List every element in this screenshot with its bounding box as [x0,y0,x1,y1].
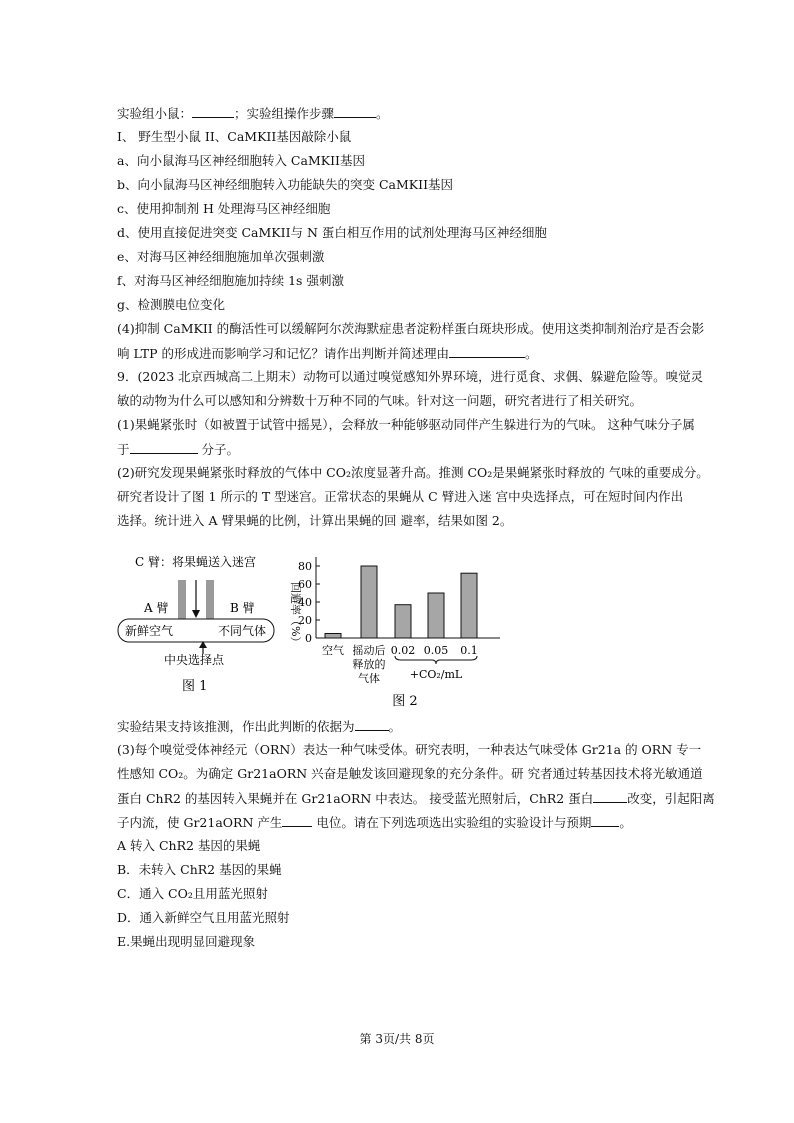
x-tick-label: 0.05 [423,644,449,657]
c-arm-label: C 臂：将果蝇送入迷宫 [135,555,256,569]
bar [361,566,377,638]
b-arm-label: B 臂 [230,601,255,615]
choice-e: E.果蝇出现明显回避现象 [117,934,256,949]
center-point-label: 中央选择点 [164,653,225,667]
choice-c: C．通入 CO₂且用蓝光照射 [117,886,268,901]
y-tick-label: 60 [298,578,312,591]
c-arm-left-wall [178,580,186,619]
bar [428,593,444,638]
answer-blank[interactable] [282,815,312,827]
y-tick-label: 0 [305,632,312,645]
answer-blank[interactable] [591,815,619,827]
option-f: f、对海马区神经细胞施加持续 1s 强刺激 [117,273,344,288]
x-tick-label: 摇动后 [352,644,386,657]
question-4: (4)抑制 CaMKII 的酶活性可以缓解阿尔茨海默症患者淀粉样蛋白斑块形成。使用这类抑制剂治疗是否会影 [117,321,705,336]
sub-question-1: (1)果蝇紧张时（如被置于试管中摇晃），会释放一种能够驱动同伴产生躲进行为的气味。 这种气味分子属 [117,417,695,432]
option-d: d、使用直接促进突变 CaMKII与 N 蛋白相互作用的试剂处理海马区神经细胞 [117,225,547,240]
option-g: g、检测膜电位变化 [117,297,226,312]
figure-2-caption: 图 2 [392,694,418,709]
y-axis-label: 回避率（%） [289,582,302,648]
co2-bracket-label: +CO₂/mL [409,668,463,681]
fresh-air-label: 新鲜空气 [125,624,174,638]
answer-blank[interactable] [130,442,198,454]
answer-blank[interactable] [593,791,627,803]
result-line: 实验结果支持该推测，作出此判断的依据为 。 [117,719,402,734]
line-1: 实验组小鼠： ；实验组操作步骤 。 [117,106,389,121]
option-a: a、向小鼠海马区神经细胞转入 CaMKII基因 [117,153,365,168]
option-e: e、对海马区神经细胞施加单次强刺激 [117,249,325,264]
x-tick-label: 0.1 [460,644,478,657]
sub-question-3-cont3: 子内流，使 Gr21aORN 产生 电位。请在下列选项选出实验组的实验设计与预期 。 [117,815,632,830]
answer-blank[interactable] [449,346,525,358]
bar [325,634,341,639]
sub-question-2-cont: 研究者设计了图 1 所示的 T 型迷宫。正常状态的果蝇从 C 臂进入迷 宫中央选择点，可在短时间内作出 [117,489,684,504]
different-gas-label: 不同气体 [218,624,267,638]
page-footer: 第 3页/共 8页 [359,1032,435,1046]
x-tick-label: 空气 [322,644,344,657]
answer-blank[interactable] [355,719,389,731]
x-tick-label: 气体 [358,672,380,685]
a-arm-label: A 臂 [144,601,169,615]
option-c: c、使用抑制剂 H 处理海马区神经细胞 [117,201,331,216]
entry-arrow-head [192,610,200,618]
figure-2-bar-chart [278,544,510,712]
bar [395,605,411,638]
answer-blank[interactable] [192,106,234,118]
line-2: I、 野生型小鼠 II、CaMKII基因敲除小鼠 [117,129,352,144]
question-9-intro: 9．(2023 北京西城高二上期末）动物可以通过嗅觉感知外界环境，进行觅食、求偶、躲避危险等。嗅觉灵 [117,369,704,384]
answer-blank[interactable] [334,106,376,118]
question-4-cont: 响 LTP 的形成进而影响学习和记忆？请作出判断并简述理由 。 [117,346,538,361]
co2-bracket [395,656,477,664]
sub-question-3: (3)每个嗅觉受体神经元（ORN）表达一种气味受体。研究表明，一种表达气味受体 Gr21a 的 ORN 专一 [117,742,702,757]
sub-question-1-cont: 于 分子。 [117,442,239,457]
sub-question-2-cont2: 选择。统计进入 A 臂果蝇的比例，计算出果蝇的回 避率，结果如图 2。 [117,513,513,528]
choice-b: B．未转入 ChR2 基因的果蝇 [117,862,282,877]
y-tick-label: 80 [298,560,312,573]
sub-question-2: (2)研究发现果蝇紧张时释放的气体中 CO₂浓度显著升高。推测 CO₂是果蝇紧张时释放的 气味的重要成分。 [117,465,709,480]
y-tick-label: 40 [298,596,312,609]
bar [461,573,477,638]
sub-question-3-cont: 性感知 CO₂。为确定 Gr21aORN 兴奋是触发该回避现象的充分条件。研 究者通过转基因技术将光敏通道 [117,766,703,781]
option-b: b、向小鼠海马区神经细胞转入功能缺失的突变 CaMKII基因 [117,177,454,192]
c-arm-right-wall [206,580,214,619]
figure-1-caption: 图 1 [182,679,208,694]
x-tick-label: 释放的 [352,658,386,671]
question-9-intro-cont: 敏的动物为什么可以感知和分辨数十万种不同的气味。针对这一问题，研究者进行了相关研究。 [117,393,643,408]
x-tick-label: 0.02 [390,644,416,657]
choice-d: D．通入新鲜空气且用蓝光照射 [117,910,290,925]
y-tick-label: 20 [298,614,312,627]
choice-a: A 转入 ChR2 基因的果蝇 [117,838,261,853]
sub-question-3-cont2: 蛋白 ChR2 的基因转入果蝇并在 Gr21aORN 中表达。 接受蓝光照射后，ChR2 蛋白 改变，引起阳离 [117,791,715,806]
